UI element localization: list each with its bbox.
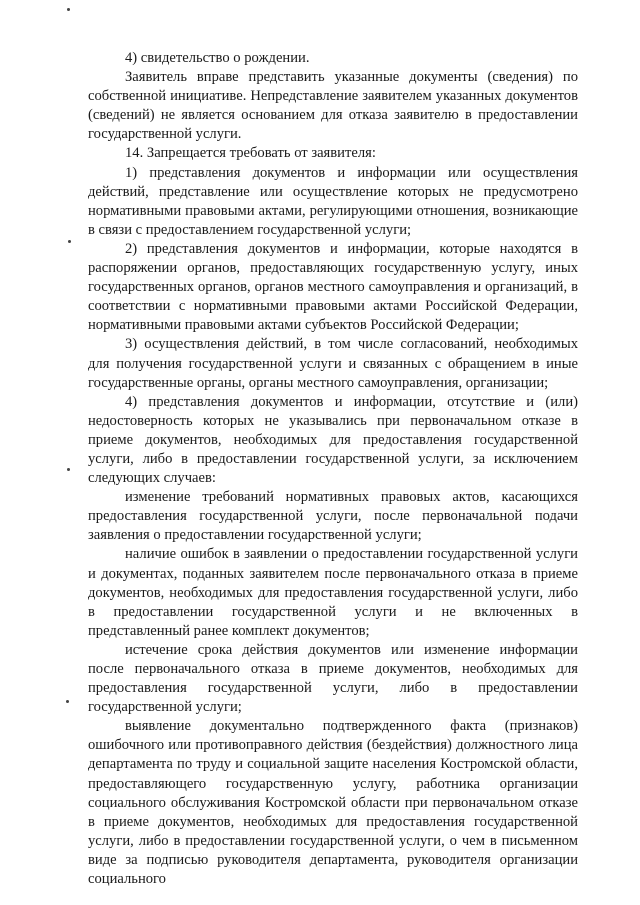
paragraph-section-14: 14. Запрещается требовать от заявителя: [125, 145, 376, 162]
paragraph-case-errors: наличие ошибок в заявлении о предоставлении государственной услуги и документах, поданных заявителем после первоначального отказа в приеме документов, необходимых для предоставления государственной услуги, либо в предоставлении государственной услуги и не включенных в представленный ранее комплект документов; [88, 546, 578, 639]
paragraph-case-expiry: истечение срока действия документов или изменение информации после первоначального отказа в приеме документов, необходимых для предоставления государственной услуги, либо в предоставлении государственной услуги; [88, 641, 578, 716]
paragraph-birth-certificate: 4) свидетельство о рождении. [125, 50, 310, 66]
document-body [88, 49, 578, 889]
paragraph-case-wrongful-action: выявление документально подтвержденного факта (признаков) ошибочного или противоправного действия (бездействия) должностного лица департамента по труду и социальной защите населения Костромской области, предоставляющего государственную услугу, работника организации социального обслуживания Костромской области при первоначальном отказе в приеме документов, необходимых для предоставления государственной услуги, либо в предоставлении государственной услуги, о чем в письменном виде за подписью руководителя департамента, руководителя организации социального [88, 718, 578, 888]
scan-mark [67, 8, 70, 11]
scan-mark [67, 468, 70, 471]
paragraph-item-1: 1) представления документов и информации или осуществления действий, представление или осуществление которых не предусмотрено нормативными правовыми актами, регулирующими отношения, возникающие в связи с предоставлением государственной услуги; [88, 164, 578, 238]
scan-mark [68, 240, 71, 243]
paragraph-item-3: 3) осуществления действий, в том числе согласований, необходимых для получения государственной услуги и связанных с обращением в иные государственные органы, органы местного самоуправления, организации; [88, 336, 578, 391]
paragraph-own-initiative: Заявитель вправе представить указанные документы (сведения) по собственной инициативе. Непредставление заявителем указанных документов (сведений) не является основанием для отказа заявителю в предоставлении государственной услуги. [88, 69, 578, 143]
paragraph-item-4: 4) представления документов и информации, отсутствие и (или) недостоверность которых не указывались при первоначальном отказе в приеме документов, необходимых для предоставления государственной услуги, либо в предоставлении государственной услуги, за исключением следующих случаев: [88, 393, 578, 487]
scan-mark [66, 700, 69, 703]
paragraph-item-2: 2) представления документов и информации, которые находятся в распоряжении органов, предоставляющих государственную услугу, иных государственных органов, органов местного самоуправления и организаций, в соответствии с нормативными правовыми актами Российской Федерации, нормативными правовыми актами субъектов Российской Федерации; [88, 240, 578, 334]
paragraph-case-requirements-change: изменение требований нормативных правовых актов, касающихся предоставления государственной услуги, после первоначальной подачи заявления о предоставлении государственной услуги; [88, 489, 578, 544]
